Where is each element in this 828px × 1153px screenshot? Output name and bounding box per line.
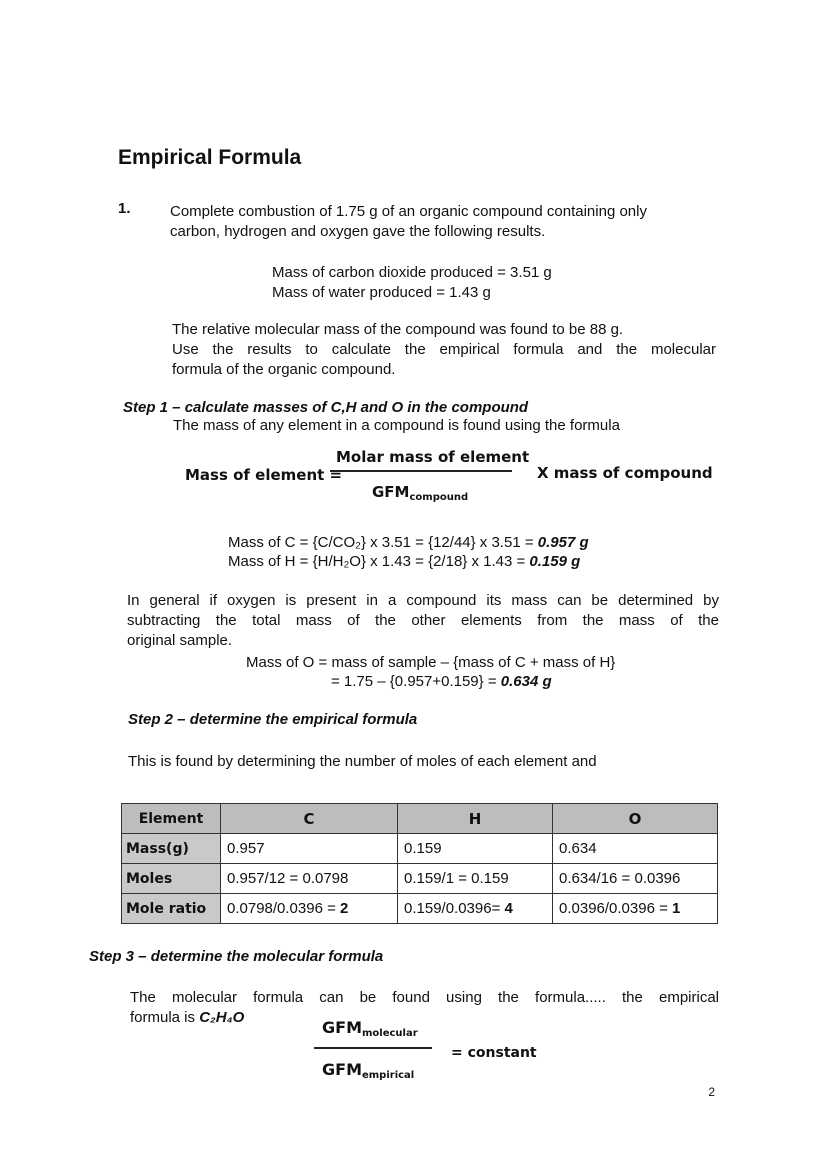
calc-o-result: 0.634 g bbox=[500, 673, 552, 690]
step2-heading: Step 2 – determine the empirical formula bbox=[128, 711, 418, 728]
combustion-results bbox=[272, 263, 552, 303]
calc-mass-o-2 bbox=[331, 672, 552, 692]
calc-c-text: Mass of C = {C/CO₂} x 3.51 = {12/44} x 3.51 = bbox=[228, 534, 538, 551]
table-cell: 0.957/12 = 0.0798 bbox=[221, 864, 398, 894]
table-row bbox=[122, 894, 718, 924]
formula-denominator bbox=[372, 483, 468, 503]
step3-paragraph bbox=[130, 988, 719, 1028]
question-task bbox=[172, 320, 716, 380]
ratio-expr: 0.0798/0.0396 = bbox=[227, 900, 341, 917]
ratio-value: 4 bbox=[504, 900, 513, 917]
gfm-label: GFM bbox=[322, 1060, 362, 1079]
ratio-expr: 0.159/0.0396= bbox=[404, 900, 505, 917]
table-header-cell: O bbox=[553, 804, 718, 834]
calc-h-result: 0.159 g bbox=[529, 553, 581, 570]
formula-fraction-bar bbox=[330, 470, 512, 472]
page-number: 2 bbox=[708, 1085, 715, 1099]
table-header-cell: H bbox=[398, 804, 553, 834]
row-label: Moles bbox=[122, 864, 221, 894]
intro-line-2: carbon, hydrogen and oxygen gave the following results. bbox=[170, 223, 546, 240]
table-cell bbox=[398, 894, 553, 924]
calc-mass-h bbox=[228, 552, 580, 572]
calc-mass-c bbox=[228, 533, 589, 553]
step2-text: This is found by determining the number of moles of each element and bbox=[128, 753, 597, 770]
element-table bbox=[121, 803, 718, 924]
empirical-formula: C₂H₄O bbox=[199, 1009, 245, 1026]
table-cell: 0.957 bbox=[221, 834, 398, 864]
step3-prefix: formula is bbox=[130, 1009, 200, 1026]
general-line-2: subtracting the total mass of the other elements from the mass of the bbox=[127, 612, 719, 629]
question-intro bbox=[170, 202, 647, 242]
step1-heading: Step 1 – calculate masses of C,H and O in the compound bbox=[123, 399, 529, 416]
task-line-3: formula of the organic compound. bbox=[172, 361, 396, 378]
ratio-value: 2 bbox=[340, 900, 349, 917]
calc-mass-o-1: Mass of O = mass of sample – {mass of C + mass of H} bbox=[246, 654, 616, 671]
table-cell: 0.159/1 = 0.159 bbox=[398, 864, 553, 894]
formula-rhs: X mass of compound bbox=[537, 464, 713, 482]
task-line-1: The relative molecular mass of the compound was found to be 88 g. bbox=[172, 321, 624, 338]
gfm-molecular-sub: molecular bbox=[361, 1028, 418, 1039]
general-line-1: In general if oxygen is present in a compound its mass can be determined by bbox=[127, 592, 719, 609]
calc-h-text: Mass of H = {H/H₂O} x 1.43 = {2/18} x 1.43 = bbox=[228, 553, 530, 570]
formula-gfm: GFM bbox=[372, 483, 410, 501]
question-number: 1. bbox=[118, 200, 131, 217]
general-line-3: original sample. bbox=[127, 632, 233, 649]
ratio-expr: 0.0396/0.0396 = bbox=[559, 900, 673, 917]
step1-text: The mass of any element in a compound is found using the formula bbox=[173, 417, 620, 434]
table-row bbox=[122, 834, 718, 864]
gfm-fraction-bar bbox=[314, 1047, 432, 1049]
task-line-2: Use the results to calculate the empirical formula and the molecular bbox=[172, 341, 716, 358]
result-h2o: Mass of water produced = 1.43 g bbox=[272, 284, 491, 301]
intro-line-1: Complete combustion of 1.75 g of an organic compound containing only bbox=[170, 203, 647, 220]
formula-numerator: Molar mass of element bbox=[336, 448, 530, 466]
gfm-empirical-sub: empirical bbox=[361, 1070, 415, 1081]
table-header-cell: Element bbox=[122, 804, 221, 834]
gfm-numerator bbox=[322, 1018, 418, 1039]
page-title: Empirical Formula bbox=[118, 146, 302, 169]
result-co2: Mass of carbon dioxide produced = 3.51 g bbox=[272, 264, 552, 281]
table-row bbox=[122, 864, 718, 894]
step3-line-1: The molecular formula can be found using the formula..... the empirical bbox=[130, 989, 719, 1006]
step3-line-2 bbox=[130, 1008, 719, 1028]
table-cell bbox=[553, 894, 718, 924]
table-cell: 0.634/16 = 0.0396 bbox=[553, 864, 718, 894]
calc-o-text: = 1.75 – {0.957+0.159} = bbox=[331, 673, 501, 690]
formula-gfm-sub: compound bbox=[409, 492, 469, 503]
table-header-row bbox=[122, 804, 718, 834]
table-cell bbox=[221, 894, 398, 924]
general-paragraph bbox=[127, 591, 719, 651]
step3-heading: Step 3 – determine the molecular formula bbox=[89, 948, 384, 965]
row-label: Mole ratio bbox=[122, 894, 221, 924]
ratio-value: 1 bbox=[672, 900, 681, 917]
equals-constant: = constant bbox=[451, 1045, 537, 1061]
table-cell: 0.634 bbox=[553, 834, 718, 864]
table-header-cell: C bbox=[221, 804, 398, 834]
formula-lhs: Mass of element = bbox=[185, 466, 343, 484]
gfm-label: GFM bbox=[322, 1018, 362, 1037]
calc-c-result: 0.957 g bbox=[537, 534, 589, 551]
row-label: Mass(g) bbox=[122, 834, 221, 864]
table-cell: 0.159 bbox=[398, 834, 553, 864]
gfm-denominator bbox=[322, 1060, 414, 1081]
